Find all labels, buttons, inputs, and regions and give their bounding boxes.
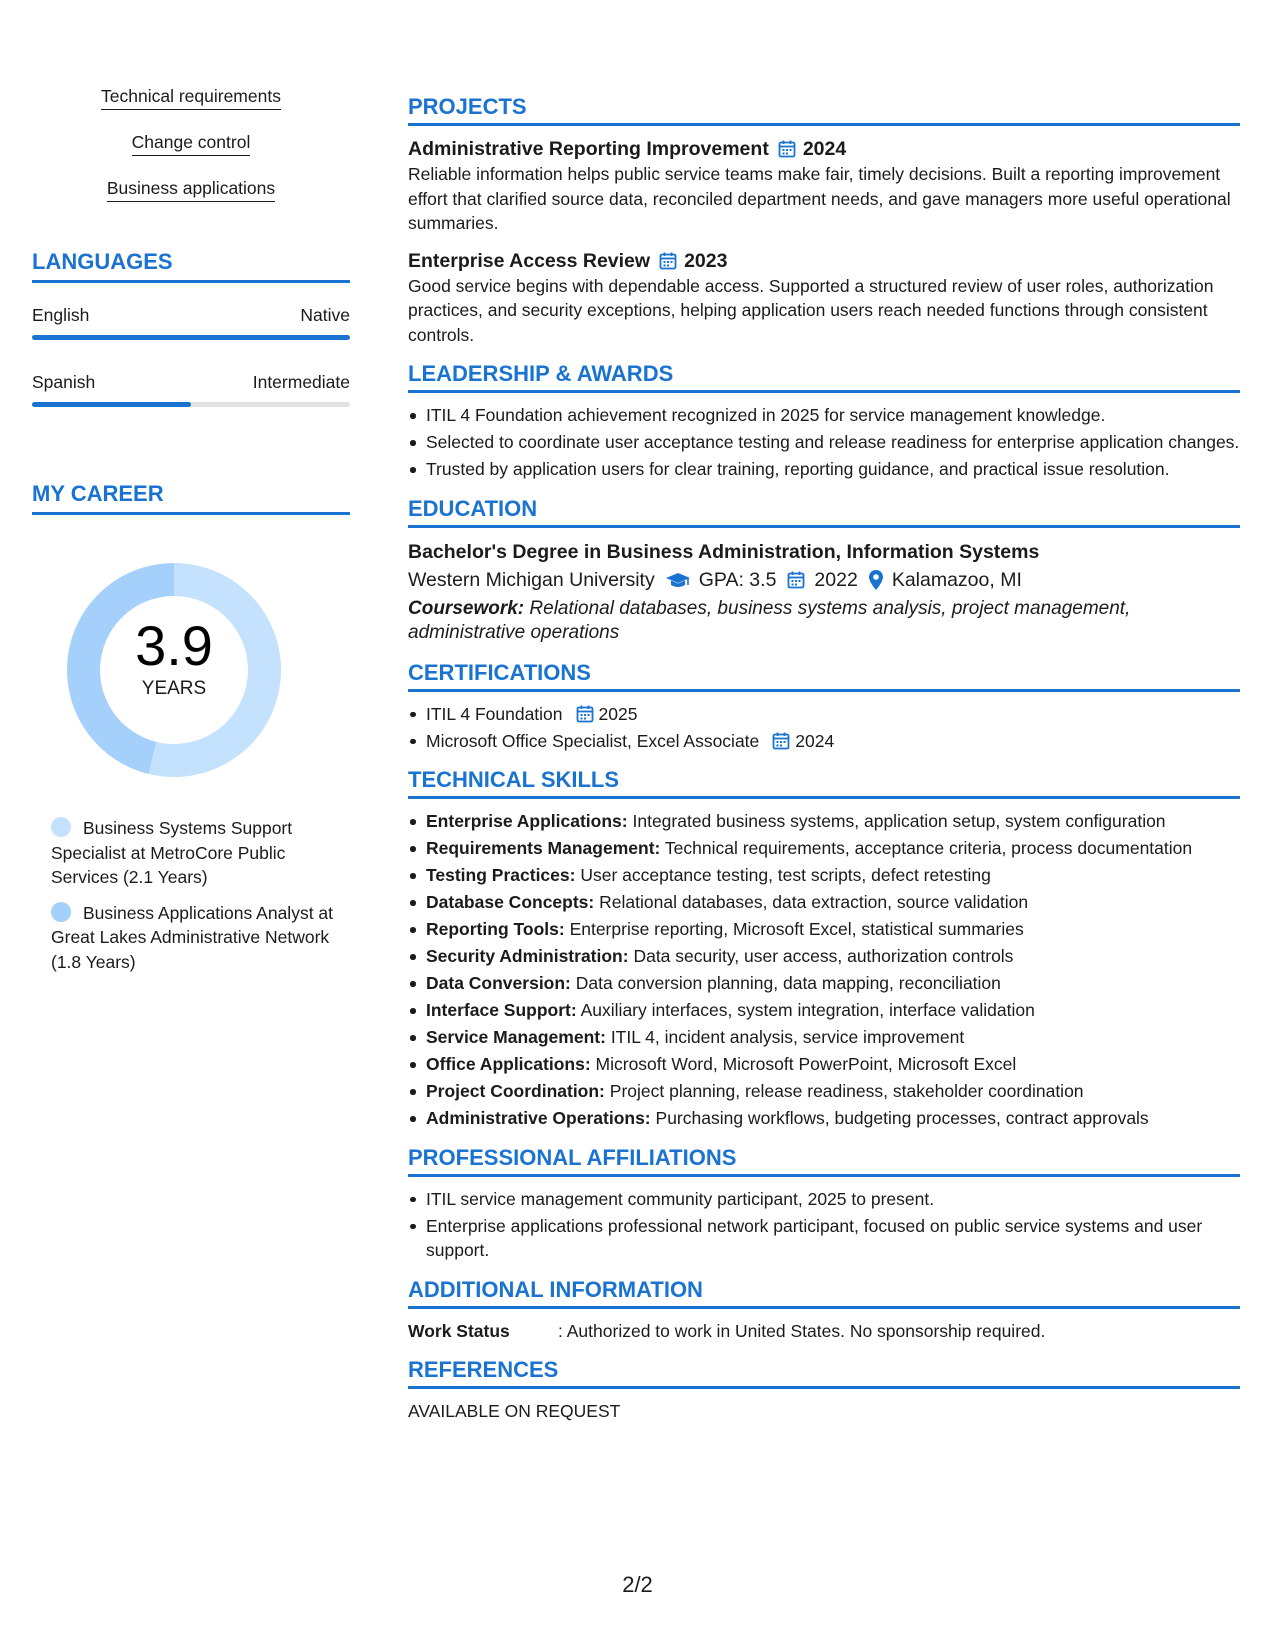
- career-total-value: 3.9: [135, 614, 213, 677]
- skill-label: Administrative Operations:: [426, 1108, 651, 1128]
- skill-label: Database Concepts:: [426, 892, 595, 912]
- skill-text: Relational databases, data extraction, source validation: [599, 892, 1029, 912]
- skill-label: Requirements Management:: [426, 838, 661, 858]
- skill-item: [426, 971, 1240, 996]
- skill-text: Purchasing workflows, budgeting processes, contract approvals: [655, 1108, 1149, 1128]
- calendar-icon: [771, 731, 791, 751]
- skill-item: [426, 1025, 1240, 1050]
- language-name: Spanish: [32, 372, 96, 392]
- calendar-icon: [777, 139, 797, 159]
- leadership-list: [408, 403, 1240, 482]
- projects-heading: PROJECTS: [408, 94, 1240, 126]
- skill-item: [426, 1106, 1240, 1131]
- list-item: ITIL service management community participant, 2025 to present.: [426, 1187, 1240, 1212]
- list-item: Selected to coordinate user acceptance testing and release readiness for enterprise application changes.: [426, 430, 1240, 455]
- skill-text: User acceptance testing, test scripts, defect retesting: [580, 865, 991, 885]
- list-item: [426, 702, 1240, 727]
- work-status-row: [408, 1319, 1240, 1343]
- additional-info-heading: ADDITIONAL INFORMATION: [408, 1277, 1240, 1309]
- language-bar-fill: [32, 335, 350, 340]
- references-heading: REFERENCES: [408, 1357, 1240, 1389]
- language-level: Native: [300, 305, 350, 325]
- career-section: [32, 481, 350, 974]
- skill-text: Technical requirements, acceptance criteria, process documentation: [664, 838, 1193, 858]
- career-donut-chart: [32, 550, 350, 790]
- career-list: [32, 816, 350, 974]
- education-details: [408, 566, 1240, 594]
- affiliations-list: [408, 1187, 1240, 1263]
- career-heading: MY CAREER: [32, 481, 350, 515]
- coursework-text: Relational databases, business systems analysis, project management, administrative operations: [408, 597, 1131, 643]
- skill-text: Microsoft Word, Microsoft PowerPoint, Microsoft Excel: [595, 1054, 1017, 1074]
- skill-text: ITIL 4, incident analysis, service improvement: [610, 1027, 965, 1047]
- career-legend-dot: [51, 817, 71, 837]
- career-entry-text: Business Applications Analyst at Great Lakes Administrative Network (1.8 Years): [51, 902, 334, 972]
- references-text: AVAILABLE ON REQUEST: [408, 1400, 621, 1421]
- career-entry-text: Business Systems Support Specialist at MetroCore Public Services (2.1 Years): [51, 818, 293, 887]
- project-date: [658, 248, 727, 274]
- project-title: Administrative Reporting Improvement: [408, 138, 769, 160]
- education-location: Kalamazoo, MI: [891, 568, 1022, 591]
- career-total-unit: YEARS: [141, 678, 207, 699]
- skill-label: Data Conversion:: [426, 973, 571, 993]
- language-item: [32, 372, 350, 407]
- education-heading: EDUCATION: [408, 496, 1240, 528]
- main-content: [408, 94, 1240, 1437]
- technical-skills-list: [408, 809, 1240, 1131]
- left-sidebar: [32, 86, 350, 985]
- skill-tag: Change control: [132, 132, 251, 156]
- project-description: Reliable information helps public service teams make fair, timely decisions. Built a reporting improvement effort that clarified source data, reconciled department needs, and gave managers more useful operational summaries.: [408, 164, 1231, 233]
- skill-item: [426, 836, 1240, 861]
- graduation-cap-icon: [665, 570, 691, 590]
- certifications-heading: CERTIFICATIONS: [408, 660, 1240, 692]
- language-bar-fill: [32, 402, 191, 407]
- education-degree: Bachelor's Degree in Business Administration, Information Systems: [408, 540, 1040, 563]
- skill-item: [426, 1079, 1240, 1104]
- project-description: Good service begins with dependable access. Supported a structured review of user roles, authorization practices, and security exceptions, helping application users reach needed functions through consistent controls.: [408, 275, 1214, 345]
- project-year: 2023: [684, 249, 728, 272]
- project-item: [408, 248, 1240, 348]
- skill-label: Enterprise Applications:: [426, 811, 628, 831]
- language-bar: [32, 335, 350, 340]
- affiliations-heading: PROFESSIONAL AFFILIATIONS: [408, 1145, 1240, 1177]
- certifications-list: [408, 702, 1240, 754]
- additional-info-section: [408, 1277, 1240, 1343]
- skill-tag: Technical requirements: [101, 86, 281, 110]
- language-level: Intermediate: [252, 372, 350, 392]
- skill-item: [426, 917, 1240, 942]
- skill-item: [426, 863, 1240, 888]
- calendar-icon: [575, 704, 595, 724]
- location-pin-icon: [868, 569, 884, 591]
- affiliations-section: [408, 1145, 1240, 1263]
- skill-item: [426, 944, 1240, 969]
- certification-name: ITIL 4 Foundation: [426, 703, 563, 724]
- career-entry: [51, 816, 350, 890]
- projects-section: [408, 94, 1240, 347]
- education-coursework: [408, 597, 1240, 646]
- skill-label: Testing Practices:: [426, 865, 576, 885]
- skill-text: Auxiliary interfaces, system integration, interface validation: [580, 1000, 1035, 1020]
- skill-tag: Business applications: [107, 178, 275, 202]
- career-entry: [51, 901, 350, 975]
- languages-section: [32, 249, 350, 407]
- skill-tags: [32, 86, 350, 224]
- project-item: [408, 136, 1240, 236]
- education-section: [408, 496, 1240, 646]
- leadership-heading: LEADERSHIP & AWARDS: [408, 361, 1240, 393]
- calendar-icon: [658, 251, 678, 271]
- language-bar: [32, 402, 350, 407]
- project-year: 2024: [802, 138, 847, 160]
- list-item: [426, 729, 1240, 754]
- project-date: [777, 136, 846, 162]
- skill-text: Data conversion planning, data mapping, reconciliation: [575, 973, 1001, 993]
- technical-skills-heading: TECHNICAL SKILLS: [408, 767, 1240, 799]
- certifications-section: [408, 660, 1240, 754]
- language-item: [32, 305, 350, 340]
- list-item: Trusted by application users for clear training, reporting guidance, and practical issue resolution.: [426, 457, 1240, 482]
- list-item: Enterprise applications professional network participant, focused on public service systems and user support.: [426, 1214, 1240, 1263]
- work-status-label: Work Status: [408, 1320, 510, 1341]
- list-item: ITIL 4 Foundation achievement recognized in 2025 for service management knowledge.: [426, 403, 1240, 428]
- skill-item: [426, 890, 1240, 915]
- skill-item: [426, 998, 1240, 1023]
- references-section: [408, 1357, 1240, 1423]
- skill-label: Office Applications:: [426, 1054, 591, 1074]
- page-number: 2/2: [622, 1572, 653, 1597]
- education-gpa: GPA: 3.5: [698, 568, 777, 591]
- coursework-label: Coursework:: [408, 597, 525, 619]
- certification-year: 2025: [598, 703, 638, 724]
- skill-item: [426, 809, 1240, 834]
- work-status-value: : Authorized to work in United States. No sponsorship required.: [558, 1320, 1046, 1341]
- project-title: Enterprise Access Review: [408, 249, 651, 272]
- skill-label: Service Management:: [426, 1027, 606, 1047]
- skill-label: Interface Support:: [426, 1000, 577, 1020]
- certification-year: 2024: [795, 730, 835, 751]
- skill-text: Data security, user access, authorization controls: [633, 946, 1014, 966]
- skill-item: [426, 1052, 1240, 1077]
- skill-text: Integrated business systems, application setup, system configuration: [632, 811, 1166, 831]
- education-year: 2022: [814, 568, 858, 591]
- education-school: Western Michigan University: [408, 568, 655, 591]
- skill-label: Project Coordination:: [426, 1081, 605, 1101]
- career-legend-dot: [51, 902, 71, 922]
- leadership-section: [408, 361, 1240, 482]
- certification-name: Microsoft Office Specialist, Excel Associate: [426, 730, 760, 751]
- language-name: English: [32, 305, 90, 325]
- technical-skills-section: [408, 767, 1240, 1131]
- skill-label: Reporting Tools:: [426, 919, 565, 939]
- skill-label: Security Administration:: [426, 946, 629, 966]
- calendar-icon: [786, 570, 806, 590]
- languages-heading: LANGUAGES: [32, 249, 350, 283]
- skill-text: Enterprise reporting, Microsoft Excel, statistical summaries: [569, 919, 1024, 939]
- skill-text: Project planning, release readiness, stakeholder coordination: [609, 1081, 1084, 1101]
